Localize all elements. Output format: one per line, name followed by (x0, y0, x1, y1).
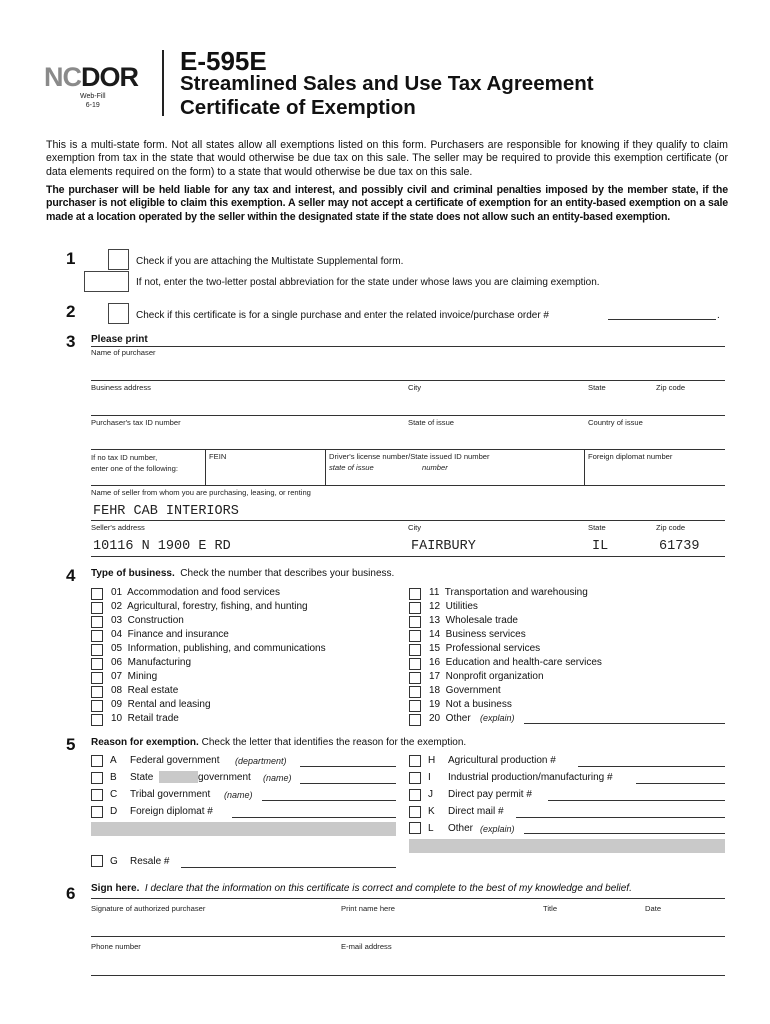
business-type-checkbox-7[interactable] (91, 672, 103, 684)
reason-d-letter: D (110, 806, 118, 817)
foreign-diplomat-label: Foreign diplomat number (588, 452, 673, 461)
business-type-label-6: 06 Manufacturing (111, 657, 192, 668)
rule (91, 556, 725, 557)
seller-address-value[interactable]: 10116 N 1900 E RD (93, 539, 231, 554)
dl-number-label: number (422, 463, 448, 472)
seller-address-label: Seller's address (91, 523, 145, 532)
please-print-heading: Please print (91, 334, 148, 345)
reason-l-input[interactable] (524, 833, 725, 834)
reason-k-label: Direct mail # (448, 806, 504, 817)
business-type-checkbox-2[interactable] (91, 602, 103, 614)
business-type-checkbox-9[interactable] (91, 700, 103, 712)
period: . (717, 310, 720, 321)
business-address-input[interactable] (91, 415, 725, 416)
business-type-checkbox-16[interactable] (409, 658, 421, 670)
reason-b-letter: B (110, 772, 117, 783)
business-type-label-14: 14 Business services (429, 629, 526, 640)
seller-state-value[interactable]: IL (592, 539, 609, 554)
reason-i-label: Industrial production/manufacturing # (448, 772, 613, 783)
business-type-label-10: 10 Retail trade (111, 713, 179, 724)
business-type-checkbox-14[interactable] (409, 630, 421, 642)
section-3-number: 3 (66, 332, 76, 351)
business-type-label-9: 09 Rental and leasing (111, 699, 211, 710)
seller-name-value[interactable]: FEHR CAB INTERIORS (93, 504, 239, 519)
business-type-label-16: 16 Education and health-care services (429, 657, 602, 668)
business-type-heading: Type of business. Check the number that describes your business. (91, 568, 395, 579)
single-purchase-label: Check if this certificate is for a single purchase and enter the related invoice/purchase order # (136, 310, 549, 321)
business-type-checkbox-13[interactable] (409, 616, 421, 628)
seller-state-label: State (588, 523, 606, 532)
state-of-issue-label: State of issue (408, 418, 455, 427)
dl-state-label: state of issue (329, 463, 374, 472)
print-name-label: Print name here (341, 904, 396, 913)
business-type-checkbox-4[interactable] (91, 630, 103, 642)
resale-number-input[interactable] (181, 867, 396, 868)
purchaser-name-label: Name of purchaser (91, 348, 156, 357)
date-label: Date (645, 904, 662, 913)
reason-c-letter: C (110, 789, 118, 800)
state-name-field[interactable] (159, 771, 198, 783)
reason-c-hint: (name) (224, 790, 253, 800)
business-type-label-1: 01 Accommodation and food services (111, 587, 280, 598)
reason-d-label: Foreign diplomat # (130, 806, 213, 817)
reason-d-checkbox[interactable] (91, 806, 103, 818)
state-abbreviation-label: If not, enter the two-letter postal abbreviation for the state under whose laws you are claiming exemption. (136, 277, 600, 288)
reason-a-checkbox[interactable] (91, 755, 103, 767)
id-number-input[interactable] (91, 485, 725, 486)
business-type-label-2: 02 Agricultural, forestry, fishing, and hunting (111, 601, 308, 612)
reason-h-letter: H (428, 755, 436, 766)
reason-b-label: State (130, 772, 154, 783)
business-type-label-8: 08 Real estate (111, 685, 179, 696)
sign-here-heading: Sign here. I declare that the information on this certificate is correct and complete to the best of my knowledge and belief. (91, 883, 632, 894)
divider (205, 449, 206, 485)
other-business-input[interactable] (524, 723, 725, 724)
reason-g-checkbox[interactable] (91, 855, 103, 867)
business-type-checkbox-15[interactable] (409, 644, 421, 656)
reason-k-checkbox[interactable] (409, 806, 421, 818)
reason-c-label: Tribal government (130, 789, 211, 800)
section-5-number: 5 (66, 735, 76, 754)
reason-a-label: Federal government (130, 755, 220, 766)
signature-input[interactable] (91, 936, 725, 937)
liability-paragraph: The purchaser will be held liable for any tax and interest, and possibly civil and criminal penalties imposed by the member state, if the purchaser is not eligible to claim this exemption. A seller may not accept a certificate of exemption for an entity-based exemption on a sale made at a location operated by the seller within the designated state if the state does not allow such an entity-based exemption. (46, 184, 728, 223)
section-4-number: 4 (66, 566, 76, 585)
seller-zip-label: Zip code (656, 523, 686, 532)
state-abbreviation-input[interactable] (84, 271, 129, 292)
reason-j-letter: J (428, 789, 433, 800)
other-explain-hint: (explain) (480, 713, 515, 723)
seller-name-label: Name of seller from whom you are purchasing, leasing, or renting (91, 488, 311, 497)
rule (91, 346, 725, 347)
business-type-checkbox-5[interactable] (91, 644, 103, 656)
city-label: City (408, 383, 422, 392)
reason-b-label-2: government (198, 772, 251, 783)
invoice-number-input[interactable] (608, 319, 716, 320)
reason-h-checkbox[interactable] (409, 755, 421, 767)
section-1-number: 1 (66, 249, 76, 268)
divider (584, 449, 585, 485)
business-type-checkbox-1[interactable] (91, 588, 103, 600)
reason-d-input[interactable] (232, 817, 396, 818)
intro-paragraph: This is a multi-state form. Not all states allow all exemptions listed on this form. Purchasers are responsible for knowing if they qualify to claim exemption from tax in the state that would otherwise be due tax on this sale. The seller may be required to provide this exemption certificate (or data elements required on the form) to a state that would otherwise be due tax on this sale. (46, 139, 728, 178)
business-type-label-11: 11 Transportation and warehousing (429, 587, 588, 598)
reason-c-checkbox[interactable] (91, 789, 103, 801)
ncdor-logo: NCDOR (44, 62, 138, 92)
reason-b-input[interactable] (300, 783, 396, 784)
reason-i-letter: I (428, 772, 431, 783)
reason-j-checkbox[interactable] (409, 789, 421, 801)
reason-a-input[interactable] (300, 766, 396, 767)
multistate-label: Check if you are attaching the Multistate Supplemental form. (136, 256, 404, 267)
seller-zip-value[interactable]: 61739 (659, 539, 700, 554)
email-label: E-mail address (341, 942, 392, 951)
business-address-label: Business address (91, 383, 151, 392)
business-type-label-7: 07 Mining (111, 671, 158, 682)
reason-l-hint: (explain) (480, 824, 515, 834)
zip-label: Zip code (656, 383, 686, 392)
business-type-checkbox-8[interactable] (91, 686, 103, 698)
divider (325, 449, 326, 485)
business-type-label-17: 17 Nonprofit organization (429, 671, 544, 682)
signature-label: Signature of authorized purchaser (91, 904, 206, 913)
phone-email-input[interactable] (91, 975, 725, 976)
header-divider (162, 50, 164, 116)
business-type-checkbox-20[interactable] (409, 714, 421, 726)
reason-h-input[interactable] (578, 766, 725, 767)
tax-id-label: Purchaser's tax ID number (91, 418, 181, 427)
reason-b-hint: (name) (263, 773, 292, 783)
business-type-label-12: 12 Utilities (429, 601, 478, 612)
rule (91, 520, 725, 521)
section-2-number: 2 (66, 302, 76, 321)
reason-l-checkbox[interactable] (409, 822, 421, 834)
reason-i-input[interactable] (636, 783, 725, 784)
business-type-checkbox-19[interactable] (409, 700, 421, 712)
reason-a-letter: A (110, 755, 117, 766)
reason-h-label: Agricultural production # (448, 755, 556, 766)
purchaser-name-input[interactable] (91, 380, 725, 381)
reason-k-input[interactable] (516, 817, 725, 818)
form-number: E-595E (180, 46, 267, 76)
shaded-field-left (91, 822, 396, 836)
single-purchase-checkbox[interactable] (108, 303, 129, 324)
no-tax-id-label: If no tax ID number, enter one of the following: (91, 453, 178, 473)
business-type-checkbox-17[interactable] (409, 672, 421, 684)
reason-heading: Reason for exemption. Check the letter that identifies the reason for the exemption. (91, 737, 467, 748)
reason-l-letter: L (428, 823, 434, 834)
reason-i-checkbox[interactable] (409, 772, 421, 784)
shaded-field-right (409, 839, 725, 853)
rule (91, 898, 725, 899)
section-6-number: 6 (66, 884, 76, 903)
reason-k-letter: K (428, 806, 435, 817)
business-type-checkbox-10[interactable] (91, 714, 103, 726)
phone-label: Phone number (91, 942, 141, 951)
country-of-issue-label: Country of issue (588, 418, 643, 427)
state-label: State (588, 383, 606, 392)
seller-city-value[interactable]: FAIRBURY (411, 539, 476, 554)
business-type-checkbox-18[interactable] (409, 686, 421, 698)
business-type-checkbox-3[interactable] (91, 616, 103, 628)
reason-a-hint: (department) (235, 756, 287, 766)
business-type-label-4: 04 Finance and insurance (111, 629, 229, 640)
multistate-checkbox[interactable] (108, 249, 129, 270)
reason-b-checkbox[interactable] (91, 772, 103, 784)
form-title: Streamlined Sales and Use Tax Agreement Certificate of Exemption (180, 72, 594, 119)
reason-c-input[interactable] (262, 800, 396, 801)
business-type-label-13: 13 Wholesale trade (429, 615, 518, 626)
web-fill-version: Web-Fill 6-19 (80, 93, 106, 109)
fein-label: FEIN (209, 452, 227, 461)
business-type-checkbox-6[interactable] (91, 658, 103, 670)
reason-l-label: Other (448, 823, 474, 834)
reason-g-letter: G (110, 856, 118, 867)
business-type-label-19: 19 Not a business (429, 699, 512, 710)
business-type-label-3: 03 Construction (111, 615, 184, 626)
seller-city-label: City (408, 523, 422, 532)
business-type-checkbox-12[interactable] (409, 602, 421, 614)
business-type-label-5: 05 Information, publishing, and communications (111, 643, 326, 654)
reason-j-label: Direct pay permit # (448, 789, 532, 800)
drivers-license-label: Driver's license number/State issued ID number (329, 452, 490, 461)
reason-g-label: Resale # (130, 856, 170, 867)
reason-j-input[interactable] (548, 800, 725, 801)
business-type-label-15: 15 Professional services (429, 643, 541, 654)
business-type-label-18: 18 Government (429, 685, 501, 696)
tax-id-input[interactable] (91, 449, 725, 450)
business-type-label-20: 20 Other (429, 713, 471, 724)
business-type-checkbox-11[interactable] (409, 588, 421, 600)
title-label: Title (543, 904, 558, 913)
